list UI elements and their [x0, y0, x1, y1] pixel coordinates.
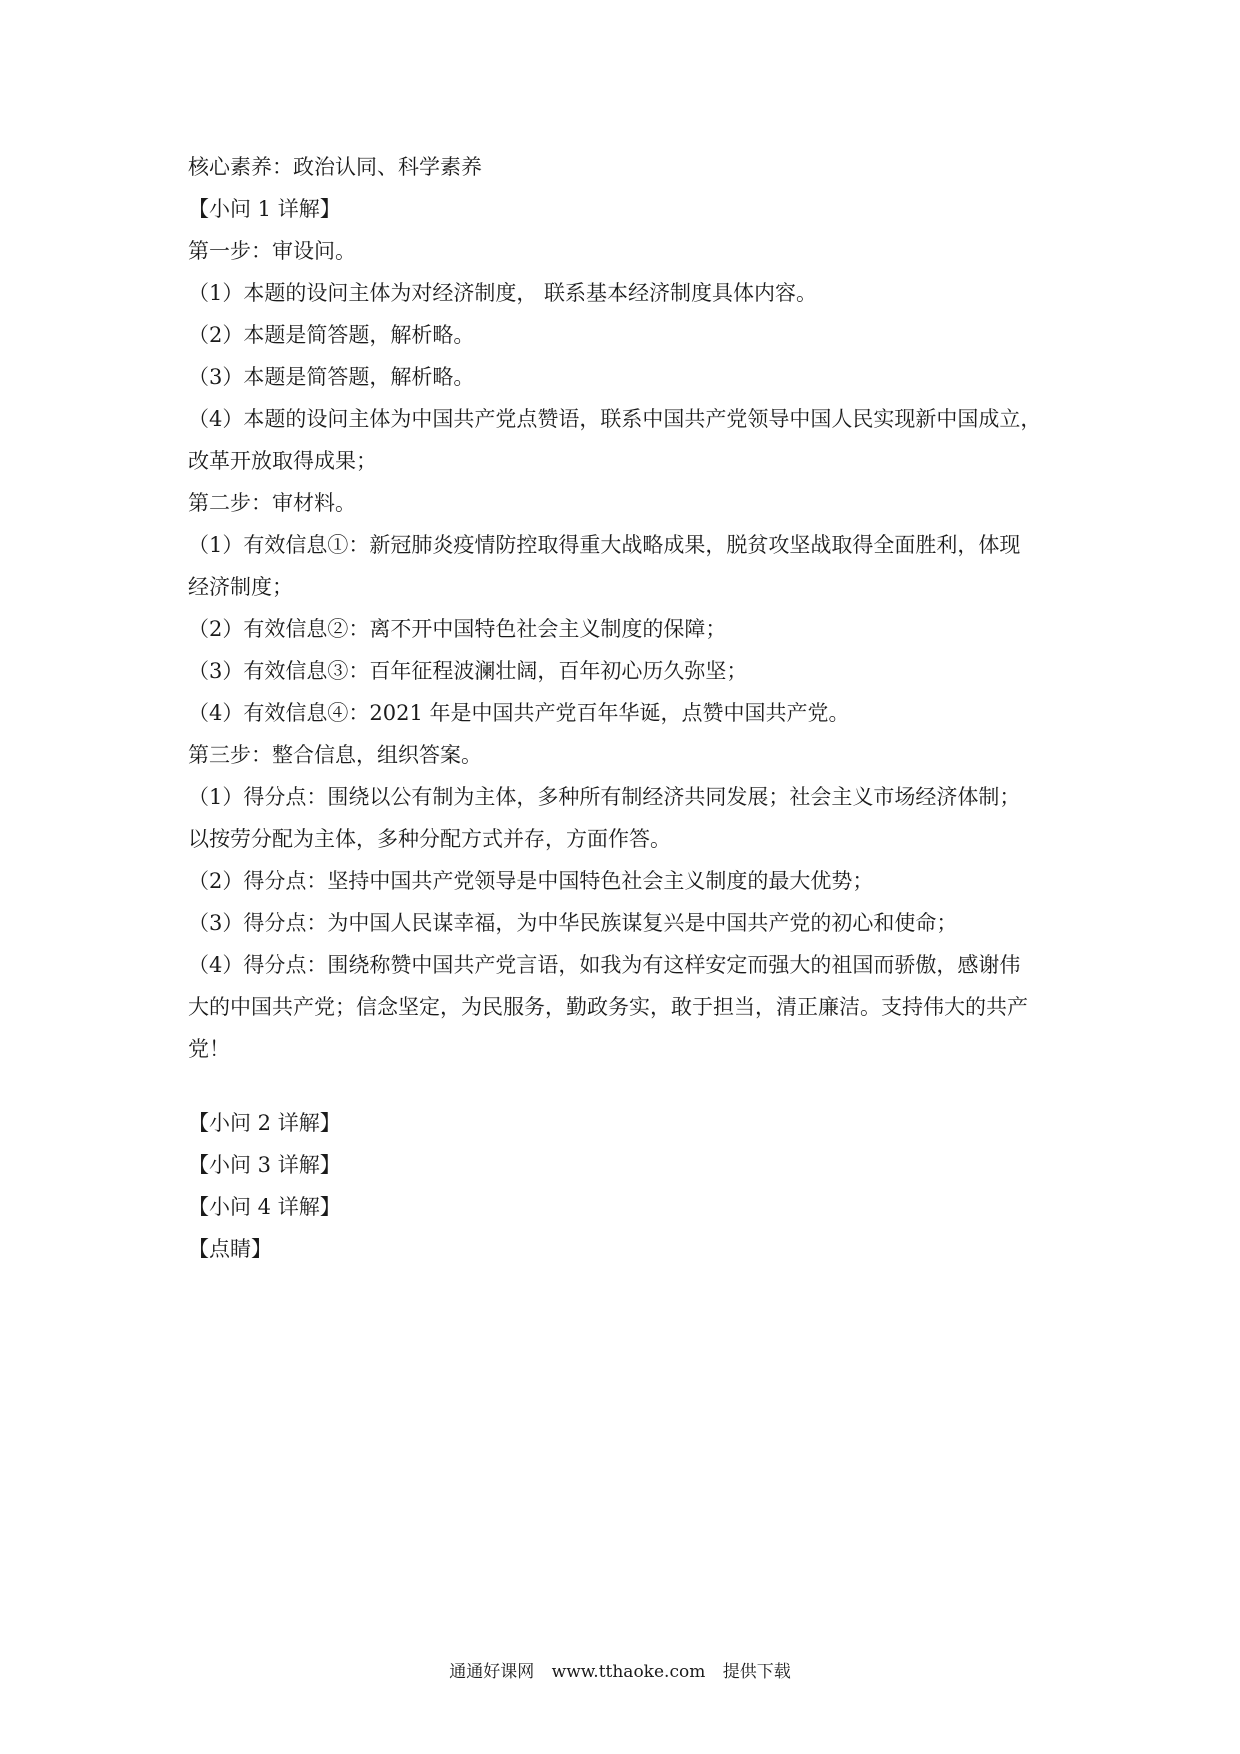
- question-2-header: 【小问 2 详解】: [188, 1111, 341, 1135]
- step-3-item-4: （4）得分点：围绕称赞中国共产党言语，如我为有这样安定而强大的祖国而骄傲，感谢伟: [188, 953, 1021, 977]
- footer-suffix: 提供下载: [722, 1662, 791, 1682]
- step-1-title: 第一步：审设问。: [188, 239, 356, 263]
- step-1-item-3: （3）本题是简答题，解析略。: [188, 365, 475, 389]
- dianjing-header: 【点睛】: [188, 1237, 272, 1261]
- step-3-item-3: （3）得分点：为中国人民谋幸福，为中华民族谋复兴是中国共产党的初心和使命；: [188, 911, 958, 935]
- footer-site-name: 通通好课网: [449, 1662, 535, 1682]
- footer-url[interactable]: www.tthaoke.com: [551, 1662, 706, 1682]
- step-2-item-1: （1）有效信息①：新冠肺炎疫情防控取得重大战略成果，脱贫攻坚战取得全面胜利，体现: [188, 533, 1021, 557]
- step-3-title: 第三步：整合信息，组织答案。: [188, 743, 482, 767]
- step-3-item-1: （1）得分点：围绕以公有制为主体，多种所有制经济共同发展；社会主义市场经济体制；: [188, 785, 1021, 809]
- question-3-header: 【小问 3 详解】: [188, 1153, 341, 1177]
- core-literacy-line: 核心素养：政治认同、科学素养: [188, 155, 482, 179]
- step-1-item-2: （2）本题是简答题，解析略。: [188, 323, 475, 347]
- step-1-item-4: （4）本题的设问主体为中国共产党点赞语，联系中国共产党领导中国人民实现新中国成立，: [188, 407, 1042, 431]
- step-2-item-1-cont: 经济制度；: [188, 575, 293, 599]
- step-1-item-4-cont: 改革开放取得成果；: [188, 449, 377, 473]
- document-body: [188, 146, 1068, 1270]
- step-3-item-4-end: 党！: [188, 1037, 230, 1061]
- step-2-title: 第二步：审材料。: [188, 491, 356, 515]
- section-spacer: [188, 1070, 1068, 1102]
- question-1-header: 【小问 1 详解】: [188, 197, 341, 221]
- page-footer: [0, 1660, 1240, 1684]
- step-3-item-1-cont: 以按劳分配为主体，多种分配方式并存，方面作答。: [188, 827, 671, 851]
- step-2-item-4: （4）有效信息④：2021 年是中国共产党百年华诞，点赞中国共产党。: [188, 701, 850, 725]
- step-3-item-4-cont: 大的中国共产党；信念坚定，为民服务，勤政务实，敢于担当，清正廉洁。支持伟大的共产: [188, 995, 1028, 1019]
- step-3-item-2: （2）得分点：坚持中国共产党领导是中国特色社会主义制度的最大优势；: [188, 869, 874, 893]
- step-1-item-1: （1）本题的设问主体为对经济制度， 联系基本经济制度具体内容。: [188, 281, 818, 305]
- step-2-item-3: （3）有效信息③：百年征程波澜壮阔，百年初心历久弥坚；: [188, 659, 748, 683]
- question-4-header: 【小问 4 详解】: [188, 1195, 341, 1219]
- step-2-item-2: （2）有效信息②：离不开中国特色社会主义制度的保障；: [188, 617, 727, 641]
